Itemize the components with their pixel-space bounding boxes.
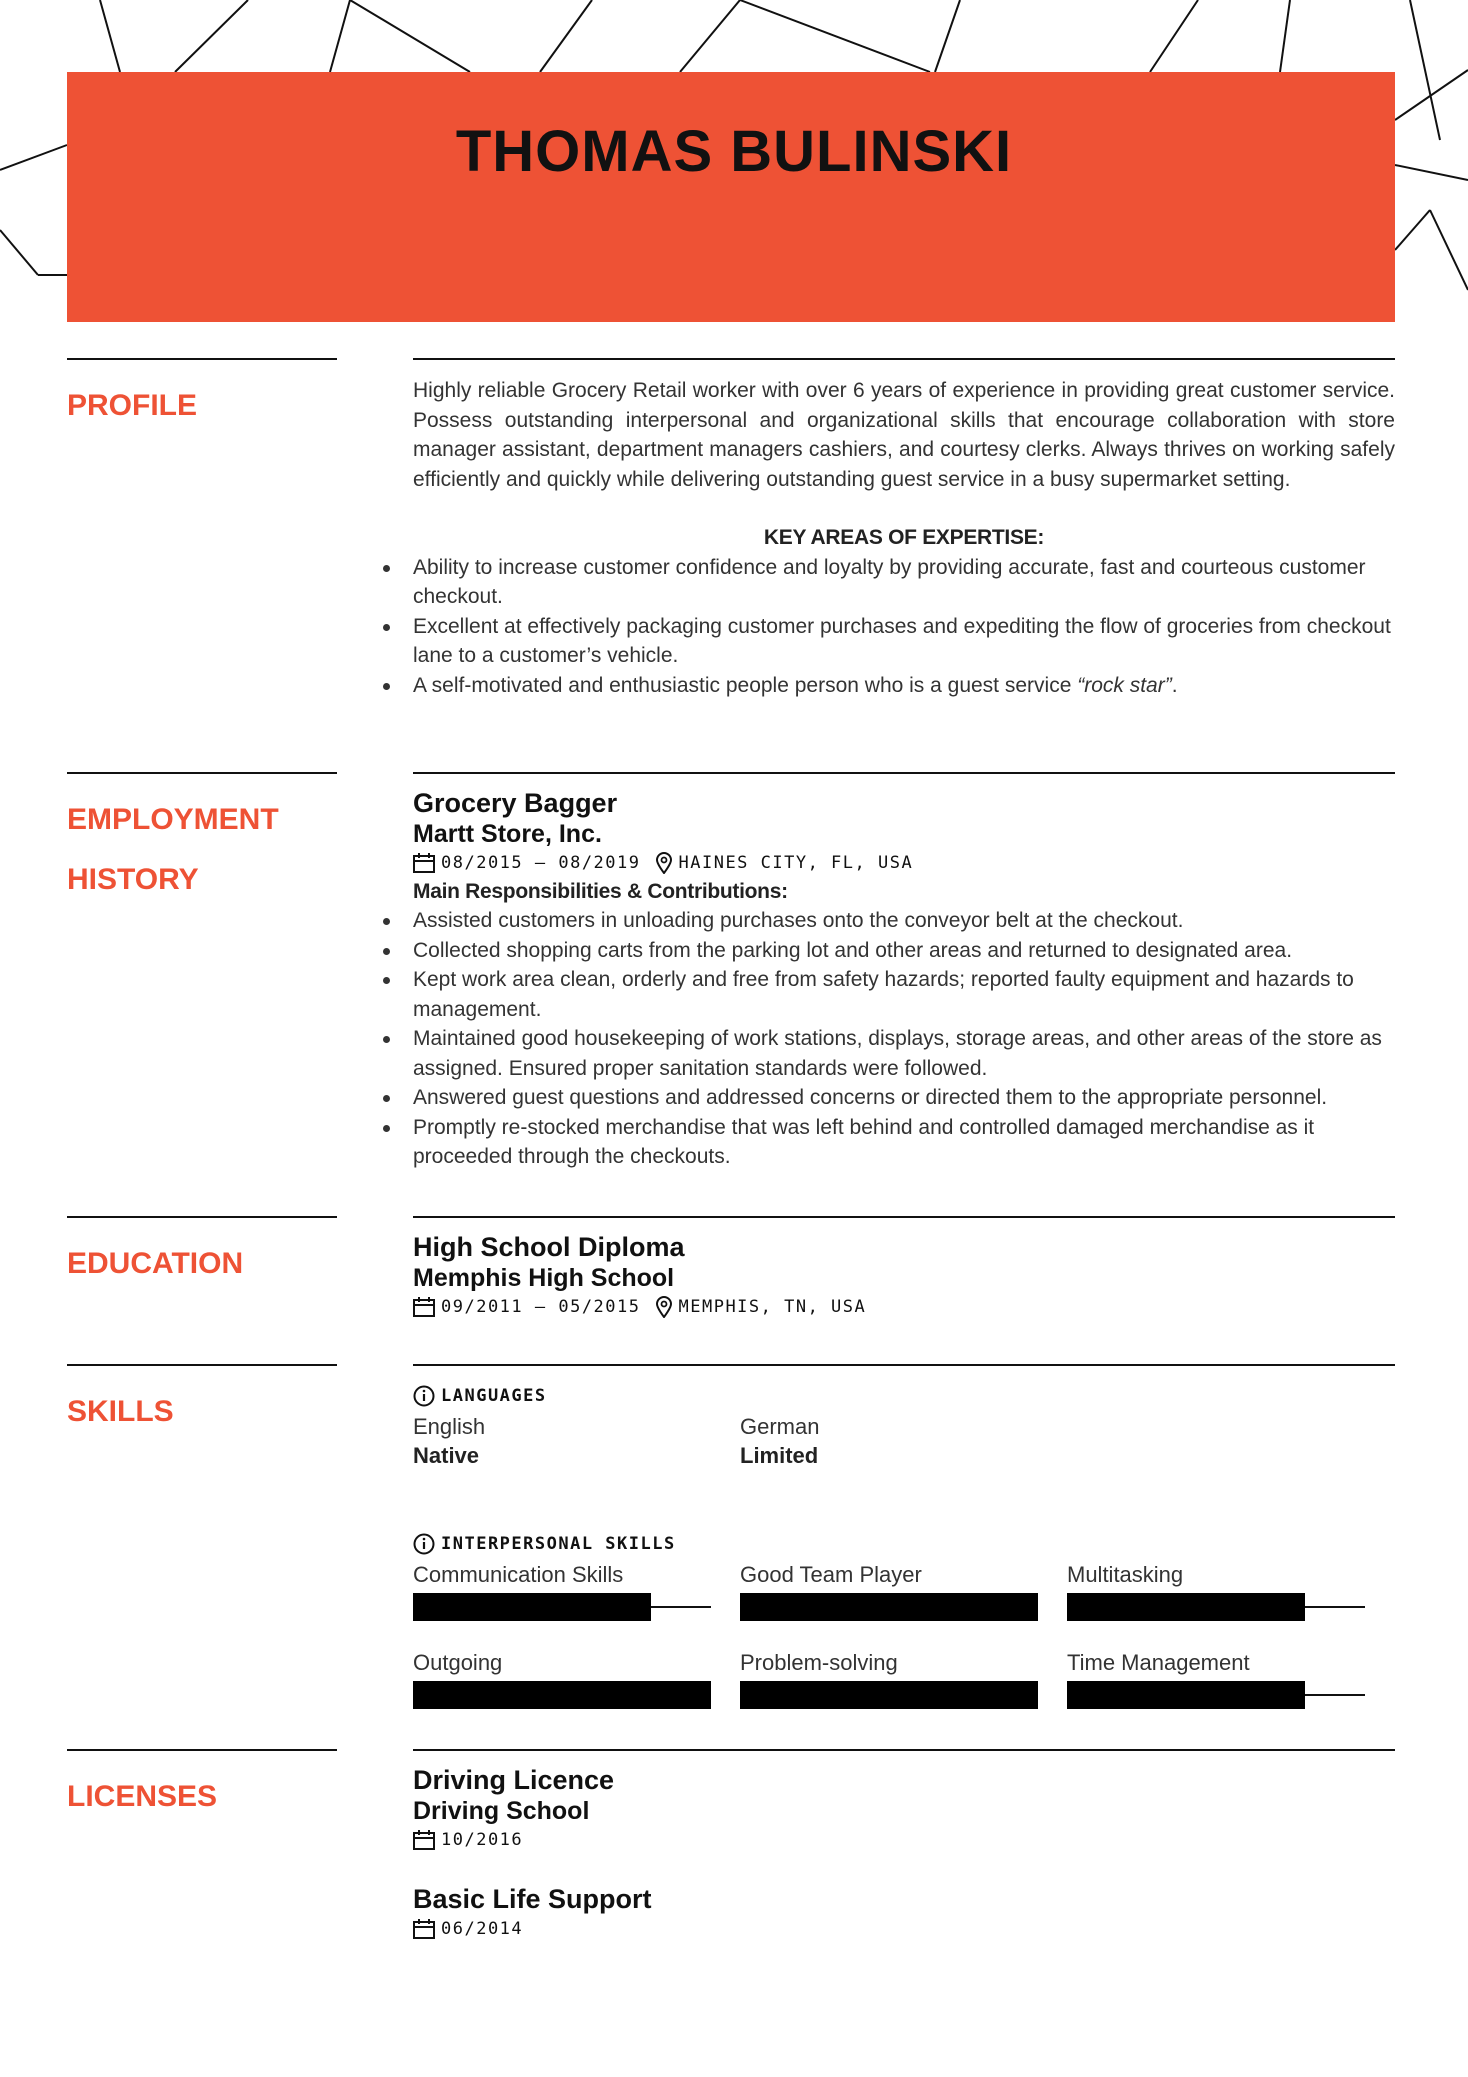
expertise-list xyxy=(413,553,1395,701)
education-title: EDUCATION xyxy=(67,1247,244,1280)
profile-summary: Highly reliable Grocery Retail worker with over 6 years of experience in providing great customer service. Possess outstanding interpersonal and organizational skills that encourage collaboration with store manager assistant, department managers cashiers, and courtesy clerks. Always thrives on working safely efficiently and quickly while delivering outstanding guest service in a busy supermarket setting. xyxy=(413,379,1395,491)
list-item: Ability to increase customer confidence and loyalty by providing accurate, fast and courteous customer checkout. xyxy=(413,553,1395,612)
license-date: 10/2016 xyxy=(441,1830,524,1850)
employer-name: Martt Store, Inc. xyxy=(413,820,602,848)
license-date: 06/2014 xyxy=(441,1919,524,1939)
skill-name: Multitasking xyxy=(1067,1562,1184,1587)
employment-title: EMPLOYMENT HISTORY xyxy=(67,803,279,896)
location-pin-icon xyxy=(655,852,673,874)
section-divider xyxy=(413,1216,1395,1218)
section-divider xyxy=(413,772,1395,774)
job-meta xyxy=(413,849,1395,877)
profile-title: PROFILE xyxy=(67,389,198,422)
licenses-title: LICENSES xyxy=(67,1780,218,1813)
license-name: Driving Licence xyxy=(413,1765,615,1795)
list-item: Collected shopping carts from the parking lot and other areas and returned to designated area. xyxy=(413,936,1395,966)
list-item: Assisted customers in unloading purchases onto the conveyor belt at the checkout. xyxy=(413,906,1395,936)
license-item xyxy=(413,1884,1395,1943)
language-name: German xyxy=(740,1414,820,1439)
job-dates: 08/2015 – 08/2019 xyxy=(441,853,641,873)
candidate-name: THOMAS BULINSKI xyxy=(455,119,1013,184)
info-icon xyxy=(413,1533,435,1555)
language-level: Native xyxy=(413,1443,480,1468)
languages-heading: LANGUAGES xyxy=(413,1382,1395,1410)
list-item: A self-motivated and enthusiastic people person who is a guest service “rock star”. xyxy=(413,671,1395,701)
job-location: HAINES CITY, FL, USA xyxy=(678,853,914,873)
list-item: Maintained good housekeeping of work stations, displays, storage areas, and other areas of the store as assigned. Ensured proper sanitation standards were followed. xyxy=(413,1024,1395,1083)
language-item xyxy=(740,1412,1040,1470)
skill-name: Time Management xyxy=(1067,1650,1250,1675)
education-meta xyxy=(413,1293,1395,1321)
license-meta xyxy=(413,1915,1395,1943)
skills-title: SKILLS xyxy=(67,1395,174,1428)
calendar-icon xyxy=(413,1830,435,1850)
info-icon xyxy=(413,1385,435,1407)
skill-item xyxy=(1067,1648,1367,1709)
skill-item xyxy=(1067,1560,1367,1621)
language-name: English xyxy=(413,1414,486,1439)
section-divider xyxy=(67,358,337,360)
language-level: Limited xyxy=(740,1443,819,1468)
skill-name: Communication Skills xyxy=(413,1562,624,1587)
skill-item xyxy=(740,1648,1040,1709)
section-divider xyxy=(413,1749,1395,1751)
skill-level-bar xyxy=(740,1681,1040,1709)
section-divider xyxy=(413,1364,1395,1366)
section-divider xyxy=(67,1216,337,1218)
job-title: Grocery Bagger xyxy=(413,788,618,818)
section-divider xyxy=(67,1364,337,1366)
education-location: MEMPHIS, TN, USA xyxy=(678,1297,867,1317)
responsibilities-list xyxy=(413,906,1395,1172)
list-item: Answered guest questions and addressed concerns or directed them to the appropriate personnel. xyxy=(413,1083,1395,1113)
skill-level-bar xyxy=(413,1681,713,1709)
skill-level-bar xyxy=(1067,1681,1367,1709)
responsibilities-heading: Main Responsibilities & Contributions: xyxy=(413,880,788,903)
school-name: Memphis High School xyxy=(413,1264,675,1292)
education-dates: 09/2011 – 05/2015 xyxy=(441,1297,641,1317)
section-divider xyxy=(413,358,1395,360)
calendar-icon xyxy=(413,1297,435,1317)
license-item xyxy=(413,1765,1395,1854)
skill-name: Problem-solving xyxy=(740,1650,898,1675)
degree-title: High School Diploma xyxy=(413,1232,685,1262)
language-item xyxy=(413,1412,713,1470)
section-divider xyxy=(67,1749,337,1751)
skill-item xyxy=(740,1560,1040,1621)
expertise-heading: KEY AREAS OF EXPERTISE: xyxy=(763,526,1045,549)
list-item: Promptly re-stocked merchandise that was left behind and controlled damaged merchandise as it proceeded through the checkouts. xyxy=(413,1113,1395,1172)
list-item: Excellent at effectively packaging customer purchases and expediting the flow of groceries from checkout lane to a customer’s vehicle. xyxy=(413,612,1395,671)
skill-level-bar xyxy=(740,1593,1040,1621)
header-band xyxy=(67,72,1395,322)
skill-item xyxy=(413,1560,713,1621)
location-pin-icon xyxy=(655,1296,673,1318)
skill-name: Outgoing xyxy=(413,1650,503,1675)
skill-level-bar xyxy=(413,1593,713,1621)
skill-name: Good Team Player xyxy=(740,1562,922,1587)
license-issuer: Driving School xyxy=(413,1797,590,1825)
skill-level-bar xyxy=(1067,1593,1367,1621)
calendar-icon xyxy=(413,853,435,873)
list-item: Kept work area clean, orderly and free from safety hazards; reported faulty equipment and hazards to management. xyxy=(413,965,1395,1024)
calendar-icon xyxy=(413,1919,435,1939)
license-meta xyxy=(413,1826,1395,1854)
interpersonal-heading: INTERPERSONAL SKILLS xyxy=(413,1530,676,1558)
skill-item xyxy=(413,1648,713,1709)
section-divider xyxy=(67,772,337,774)
license-name: Basic Life Support xyxy=(413,1884,652,1914)
